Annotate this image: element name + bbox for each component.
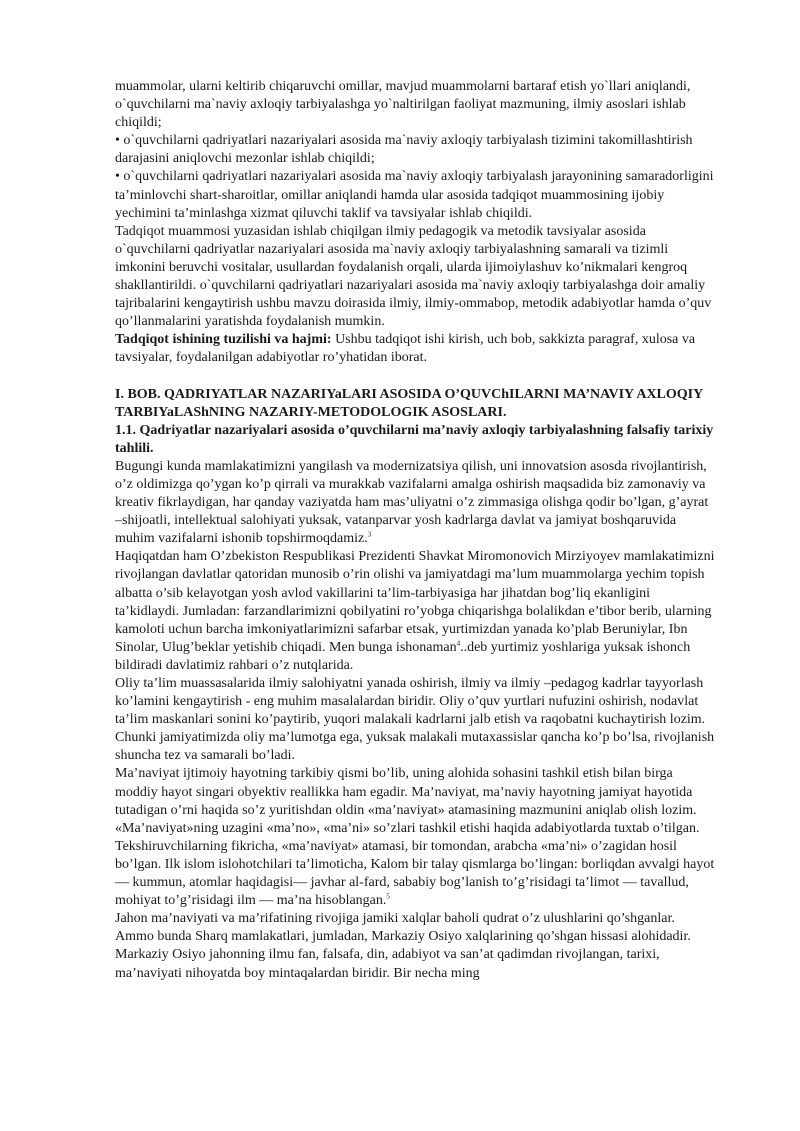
footnote-ref-4[interactable]: 4 [456,639,461,648]
body-paragraph-2 [115,548,715,675]
section-title: 1.1. Qadriyatlar nazariyalari asosida o’quvchilarni ma’naviy axloqiy tarbiyalashning falsafiy tarixiy tahlili. [115,422,714,456]
intro-paragraph-1: muammolar, ularni keltirib chiqaruvchi omillar, mavjud muammolarni bartaraf etish yo`llari aniqlandi, o`quvchilarni ma`naviy axloqiy tarbiyalashga yo`naltirilgan faoliyat mazmuning, ilmiy asoslari ishlab chiqildi; [115,79,691,131]
body-paragraph-4 [115,765,715,910]
body-paragraph-1-text: Bugungi kunda mamlakatimizni yangilash va modernizatsiya qilish, uni innovatsion asosda rivojlantirish, o’z oldimizga qo’ygan ko’p qirrali va murakkab vazifalarni amalga oshirish maqsadida biz zamonaviy va kreativ fikrlaydigan, har qanday vaziyatda ham mas’uliyatni o’z zimmasiga olishga qodir bo’lgan, g’ayrat –shijoatli, intellektual salohiyati yuksak, vatanparvar yosh kadrlarga davlat va jamiyat boshqaruvida muhim vazifalarni ishonib topshirmoqdamiz. [115,458,709,547]
structure-text: Ushbu tadqiqot ishi kirish, uch bob, sakkizta paragraf, xulosa va tavsiyalar, foydalanilgan adabiyotlar ro’yhatidan iborat. [115,332,696,366]
intro-bullet-2: • o`quvchilarni qadriyatlari nazariyalari asosida ma`naviy axloqiy tarbiyalash jarayonining samaradorligini ta’minlovchi shart-sharoitlar, omillar aniqlandi hamda ular asosida tadqiqot muammosining ijobiy yechimini ta’minlashga xizmat qiluvchi taklif va tavsiyalar ishlab chiqildi. [115,169,714,221]
spacer [115,368,715,386]
structure-label: Tadqiqot ishining tuzilishi va hajmi: [115,332,332,348]
footnote-ref-5[interactable]: 5 [386,892,390,901]
body-paragraph-2-text-b: ..deb yurtimiz yoshlariga yuksak ishonch bildiradi davlatimiz rahbari o’z nutqlarida. [115,639,691,673]
body-paragraph-4-text: Ma’naviyat ijtimoiy hayotning tarkibiy qismi bo’lib, uning alohida sohasini tashkil etish bilan birga moddiy hayot singari obyektiv reallikka ham egadir. Ma’naviyat, ma’naviy hayotning jamiyat hayotida tutadigan o’rni haqida so’z yuritishdan oldin «ma’naviyat» atamasining mazmunini aniqlab olish lozim. «Ma’naviyat»ning uzagini «ma’no», «ma’ni» so’zlari tashkil etishi haqida adabiyotlarda tuxtab o’tilgan. Tekshiruvchilarning fikricha, «ma’naviyat» atamasi, bir tomondan, arabcha «ma’ni» o’zagidan hosil bo’lgan. Ilk islom islohotchilari ta’limoticha, Kalom bir talay qismlarga bo’lingan: borliqdan avvalgi hayot— kummun, atomlar haqidagisi— javhar al-fard, sababiy bog’lanish to’g’risidagi ta’limot — tavallud, mohiyat to’g’risidagi ilm — ma’na hisoblangan. [115,766,715,909]
body-paragraph-5: Jahon ma’naviyati va ma’rifatining rivojiga jamiki xalqlar baholi qudrat o’z ulushlarini qo’shganlar. Ammo bunda Sharq mamlakatlari, jumladan, Markaziy Osiyo xalqlarining qo’shgan hissasi alohidadir. Markaziy Osiyo jahonning ilmu fan, falsafa, din, adabiyot va san’at qadimdan rivojlangan, tarixi, ma’naviyati nihoyatda boy mintaqalardan biridir. Bir necha ming [115,911,691,981]
document-page [115,78,715,983]
intro-paragraph-2: Tadqiqot muammosi yuzasidan ishlab chiqilgan ilmiy pedagogik va metodik tavsiyalar asosida o`quvchilarni qadriyatlar nazariyalari asosida ma`naviy axloqiy tarbiyalashning samarali va tizimli imkonini beruvchi vositalar, usullardan foydalanish orqali, ularda ijimoiylashuv ko’nikmalari kengroq shakllantirildi. o`quvchilarni qadriyatlari nazariyalari asosida ma`naviy axloqiy tarbiyalashga doir amaliy tajribalarini kengaytirish ushbu mavzu doirasida ilmiy, ilmiy-ommabop, metodik adabiyotlar hamda o’quv qo’llanmalarini yaratishda foydalanish mumkin. [115,223,712,330]
body-paragraph-3: Oliy ta’lim muassasalarida ilmiy salohiyatni yanada oshirish, ilmiy va ilmiy –pedagog kadrlar tayyorlash ko’lamini kengaytirish - eng muhim masalalardan biridir. Oliy o’quv yurtlari nufuzini oshirish, nodavlat ta’lim maskanlari sonini ko’paytirib, yuqori malakali kadrlarni jalb etish va raqobatni kuchaytirish lozim. Chunki jamiyatimizda oliy ma’lumotga ega, yuksak malakali mutaxassislar qancha ko’p bo’lsa, rivojlanish shuncha tez va samarali bo’ladi. [115,676,715,764]
body-paragraph-1 [115,458,715,548]
chapter-title: I. BOB. QADRIYATLAR NAZARIYaLARI ASOSIDA O’QUVChILARNI MA’NAVIY AXLOQIY TARBIYaLAShNING NAZARIY-METODOLOGIK ASOSLARI. [115,386,703,420]
structure-paragraph [115,331,715,367]
footnote-ref-3[interactable]: 3 [367,530,372,539]
intro-bullet-1: • o`quvchilarni qadriyatlari nazariyalari asosida ma`naviy axloqiy tarbiyalash tizimini takomillashtirish darajasini aniqlovchi mezonlar ishlab chiqildi; [115,133,693,167]
body-paragraph-2-text-a: Haqiqatdan ham O’zbekiston Respublikasi Prezidenti Shavkat Miromonovich Mirziyoyev mamlakatimizni rivojlangan davlatlar qatoridan munosib o’rin olishi va jamiyatdagi ma’lum muammolarga yechim topish albatta o’sib kelayotgan yosh avlod vakillarini ta’lim-tarbiyasiga har jihatdan bog’liq ekanligini ta’kidlaydi. Jumladan: farzandlarimizni qobilyatini ro’yobga chiqarishga bolalikdan e’tibor berib, ularning kamoloti uchun barcha imkoniyatlarimizni safarbar etsak, yurtimizdan yanada ko’plab Beruniylar, Ibn Sinolar, Ulug’beklar yetishib chiqadi. Men bunga ishonaman [115,549,715,655]
